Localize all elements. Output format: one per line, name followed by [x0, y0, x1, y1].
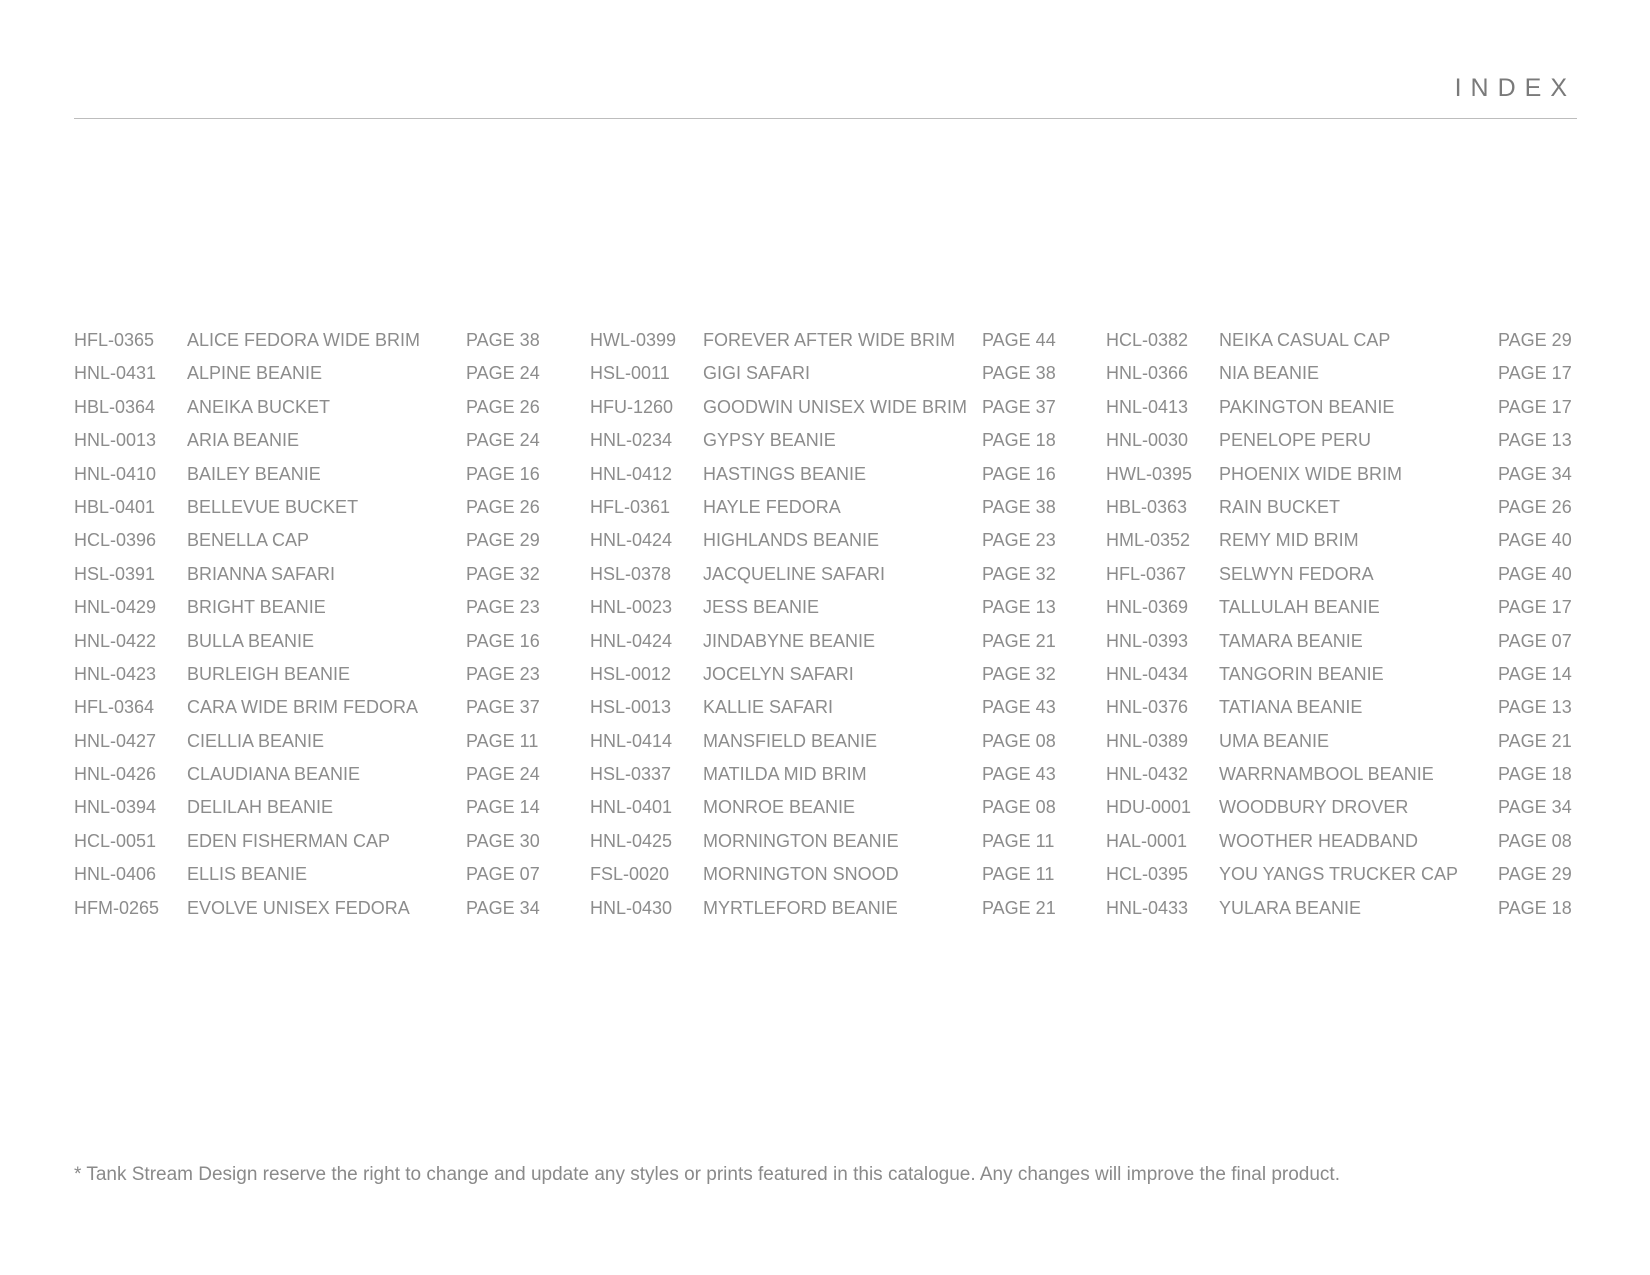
index-row	[74, 391, 564, 424]
product-name: PAKINGTON BEANIE	[1219, 396, 1395, 417]
index-table	[74, 324, 1584, 924]
product-code: HBL-0364	[74, 396, 156, 417]
product-code: HNL-0434	[1106, 663, 1189, 684]
page-reference: PAGE 24	[466, 764, 540, 785]
index-column-1	[74, 324, 564, 925]
product-code: HNL-0030	[1106, 430, 1189, 451]
product-name: CARA WIDE BRIM FEDORA	[187, 697, 419, 718]
index-row	[590, 357, 1080, 390]
index-row	[1106, 424, 1596, 457]
index-row	[1106, 858, 1596, 891]
product-name: EVOLVE UNISEX FEDORA	[187, 897, 410, 918]
page-reference: PAGE 38	[982, 363, 1056, 384]
product-code: HNL-0424	[590, 630, 673, 651]
index-row	[74, 791, 564, 824]
product-code: HBL-0401	[74, 496, 156, 517]
page-reference: PAGE 43	[982, 764, 1056, 785]
product-name: TAMARA BEANIE	[1219, 630, 1363, 651]
index-row	[1106, 558, 1596, 591]
page-reference: PAGE 32	[466, 563, 540, 584]
product-name: PHOENIX WIDE BRIM	[1219, 463, 1403, 484]
page-reference: PAGE 23	[466, 663, 540, 684]
product-name: CIELLIA BEANIE	[187, 730, 325, 751]
index-row	[74, 625, 564, 658]
index-row	[74, 658, 564, 691]
index-row	[74, 758, 564, 791]
index-row	[590, 491, 1080, 524]
page-reference: PAGE 26	[1498, 496, 1572, 517]
index-row	[1106, 458, 1596, 491]
page-reference: PAGE 11	[982, 864, 1055, 885]
product-code: FSL-0020	[590, 864, 670, 885]
product-code: HNL-0412	[590, 463, 673, 484]
product-name: TATIANA BEANIE	[1219, 697, 1363, 718]
index-row	[590, 458, 1080, 491]
page-reference: PAGE 29	[1498, 864, 1572, 885]
product-code: HFM-0265	[74, 897, 160, 918]
product-code: HSL-0378	[590, 563, 672, 584]
page-reference: PAGE 17	[1498, 597, 1572, 618]
product-name: JESS BEANIE	[703, 597, 820, 618]
product-name: HIGHLANDS BEANIE	[703, 530, 880, 551]
product-name: FOREVER AFTER WIDE BRIM	[703, 330, 956, 350]
product-code: HCL-0395	[1106, 864, 1189, 885]
product-name: PENELOPE PERU	[1219, 430, 1372, 451]
page-reference: PAGE 44	[982, 330, 1056, 350]
product-code: HNL-0013	[74, 430, 157, 451]
product-name: TANGORIN BEANIE	[1219, 663, 1384, 684]
index-row	[1106, 791, 1596, 824]
index-row	[74, 558, 564, 591]
product-code: HDU-0001	[1106, 797, 1192, 818]
product-name: UMA BEANIE	[1219, 730, 1330, 751]
index-row	[590, 625, 1080, 658]
product-code: HFL-0361	[590, 496, 671, 517]
product-code: HNL-0433	[1106, 897, 1189, 918]
product-name: BULLA BEANIE	[187, 630, 315, 651]
product-code: HNL-0426	[74, 764, 157, 785]
product-code: HNL-0429	[74, 597, 157, 618]
index-row	[74, 424, 564, 457]
index-row	[1106, 524, 1596, 557]
index-row	[74, 825, 564, 858]
product-code: HFL-0365	[74, 330, 155, 350]
page-reference: PAGE 40	[1498, 530, 1572, 551]
index-row	[590, 324, 1080, 357]
product-name: ELLIS BEANIE	[187, 864, 308, 885]
page-reference: PAGE 37	[466, 697, 540, 718]
index-row	[74, 357, 564, 390]
product-name: JOCELYN SAFARI	[703, 663, 854, 684]
page-reference: PAGE 17	[1498, 363, 1572, 384]
index-row	[74, 458, 564, 491]
index-row	[1106, 391, 1596, 424]
index-row	[590, 391, 1080, 424]
product-name: BURLEIGH BEANIE	[187, 663, 351, 684]
index-row	[74, 892, 564, 925]
page-reference: PAGE 17	[1498, 396, 1572, 417]
product-name: GIGI SAFARI	[703, 363, 811, 384]
product-code: HNL-0414	[590, 730, 673, 751]
page-reference: PAGE 26	[466, 496, 540, 517]
page-title: INDEX	[1454, 74, 1576, 102]
product-code: HNL-0389	[1106, 730, 1189, 751]
product-code: HNL-0431	[74, 363, 157, 384]
product-name: DELILAH BEANIE	[187, 797, 334, 818]
product-code: HNL-0023	[590, 597, 673, 618]
page-reference: PAGE 43	[982, 697, 1056, 718]
product-name: CLAUDIANA BEANIE	[187, 764, 361, 785]
product-name: MYRTLEFORD BEANIE	[703, 897, 898, 918]
index-row	[1106, 357, 1596, 390]
index-row	[590, 892, 1080, 925]
page-reference: PAGE 16	[982, 463, 1056, 484]
index-row	[1106, 324, 1596, 357]
product-code: HWL-0399	[590, 330, 677, 350]
page-reference: PAGE 37	[982, 396, 1056, 417]
page-reference: PAGE 34	[466, 897, 540, 918]
index-row	[1106, 658, 1596, 691]
product-name: JINDABYNE BEANIE	[703, 630, 876, 651]
product-name: MORNINGTON SNOOD	[703, 864, 899, 885]
index-row	[590, 758, 1080, 791]
page-reference: PAGE 13	[1498, 697, 1572, 718]
index-row	[74, 725, 564, 758]
product-code: HCL-0051	[74, 830, 157, 851]
product-name: BAILEY BEANIE	[187, 463, 321, 484]
index-row	[590, 524, 1080, 557]
index-row	[590, 725, 1080, 758]
product-code: HFL-0367	[1106, 563, 1187, 584]
product-code: HNL-0234	[590, 430, 673, 451]
page-reference: PAGE 13	[1498, 430, 1572, 451]
product-code: HBL-0363	[1106, 496, 1188, 517]
page-reference: PAGE 08	[982, 730, 1056, 751]
page-reference: PAGE 08	[1498, 830, 1572, 851]
index-row	[590, 424, 1080, 457]
page-reference: PAGE 38	[466, 330, 540, 350]
page-reference: PAGE 34	[1498, 797, 1572, 818]
index-row	[74, 491, 564, 524]
product-name: YOU YANGS TRUCKER CAP	[1219, 864, 1459, 885]
page-reference: PAGE 40	[1498, 563, 1572, 584]
page-reference: PAGE 16	[466, 463, 540, 484]
product-code: HSL-0012	[590, 663, 672, 684]
page-reference: PAGE 21	[982, 630, 1056, 651]
product-name: KALLIE SAFARI	[703, 697, 834, 718]
page-reference: PAGE 11	[982, 830, 1055, 851]
product-code: HNL-0423	[74, 663, 157, 684]
product-code: HNL-0432	[1106, 764, 1189, 785]
product-name: GYPSY BEANIE	[703, 430, 836, 451]
product-code: HSL-0391	[74, 563, 156, 584]
product-name: MONROE BEANIE	[703, 797, 856, 818]
page-reference: PAGE 08	[982, 797, 1056, 818]
product-name: MORNINGTON BEANIE	[703, 830, 899, 851]
index-row	[74, 691, 564, 724]
header-divider	[74, 118, 1577, 119]
product-code: HSL-0337	[590, 764, 672, 785]
index-row	[1106, 491, 1596, 524]
page-reference: PAGE 32	[982, 563, 1056, 584]
product-name: WARRNAMBOOL BEANIE	[1219, 764, 1434, 785]
product-name: MATILDA MID BRIM	[703, 764, 867, 785]
index-row	[590, 658, 1080, 691]
index-row	[1106, 892, 1596, 925]
page-reference: PAGE 18	[1498, 897, 1572, 918]
product-name: BELLEVUE BUCKET	[187, 496, 359, 517]
page-reference: PAGE 24	[466, 430, 540, 451]
page-reference: PAGE 18	[1498, 764, 1572, 785]
product-name: ANEIKA BUCKET	[187, 396, 331, 417]
product-name: BRIANNA SAFARI	[187, 563, 336, 584]
product-code: HCL-0396	[74, 530, 157, 551]
product-name: MANSFIELD BEANIE	[703, 730, 878, 751]
product-name: REMY MID BRIM	[1219, 530, 1359, 551]
product-name: WOOTHER HEADBAND	[1219, 830, 1419, 851]
product-code: HCL-0382	[1106, 330, 1189, 350]
page-reference: PAGE 38	[982, 496, 1056, 517]
index-column-2	[590, 324, 1080, 925]
index-row	[590, 825, 1080, 858]
disclaimer-footnote: * Tank Stream Design reserve the right to change and update any styles or prints featured in this catalogue. Any changes will improve the final product.	[74, 1164, 1340, 1185]
product-name: SELWYN FEDORA	[1219, 563, 1374, 584]
index-row	[590, 591, 1080, 624]
product-code: HNL-0366	[1106, 363, 1189, 384]
page-reference: PAGE 24	[466, 363, 540, 384]
page-reference: PAGE 07	[1498, 630, 1572, 651]
page-reference: PAGE 23	[982, 530, 1056, 551]
index-row	[590, 558, 1080, 591]
index-row	[1106, 725, 1596, 758]
product-code: HNL-0425	[590, 830, 673, 851]
page-reference: PAGE 26	[466, 396, 540, 417]
page-reference: PAGE 14	[1498, 663, 1572, 684]
index-row	[74, 324, 564, 357]
product-code: HML-0352	[1106, 530, 1191, 551]
page-reference: PAGE 23	[466, 597, 540, 618]
product-code: HNL-0430	[590, 897, 673, 918]
page-reference: PAGE 13	[982, 597, 1056, 618]
product-name: EDEN FISHERMAN CAP	[187, 830, 391, 851]
product-name: NIA BEANIE	[1219, 363, 1320, 384]
product-code: HAL-0001	[1106, 830, 1188, 851]
page-reference: PAGE 29	[1498, 330, 1572, 350]
index-row	[1106, 825, 1596, 858]
page-reference: PAGE 21	[982, 897, 1056, 918]
product-code: HNL-0422	[74, 630, 157, 651]
product-name: ALPINE BEANIE	[187, 363, 323, 384]
product-name: BENELLA CAP	[187, 530, 310, 551]
page-reference: PAGE 14	[466, 797, 540, 818]
product-code: HWL-0395	[1106, 463, 1193, 484]
page-reference: PAGE 32	[982, 663, 1056, 684]
index-row	[1106, 591, 1596, 624]
index-column-3	[1106, 324, 1596, 925]
product-name: WOODBURY DROVER	[1219, 797, 1409, 818]
page-reference: PAGE 29	[466, 530, 540, 551]
index-row	[74, 591, 564, 624]
product-name: HAYLE FEDORA	[703, 496, 841, 517]
product-code: HSL-0011	[590, 363, 670, 384]
product-code: HNL-0369	[1106, 597, 1189, 618]
product-code: HNL-0427	[74, 730, 157, 751]
product-code: HNL-0376	[1106, 697, 1189, 718]
index-row	[590, 858, 1080, 891]
index-row	[1106, 691, 1596, 724]
product-code: HNL-0410	[74, 463, 157, 484]
product-name: RAIN BUCKET	[1219, 496, 1341, 517]
product-code: HNL-0406	[74, 864, 157, 885]
product-name: JACQUELINE SAFARI	[703, 563, 886, 584]
product-name: TALLULAH BEANIE	[1219, 597, 1380, 618]
product-code: HNL-0413	[1106, 396, 1189, 417]
index-row	[1106, 758, 1596, 791]
index-row	[74, 524, 564, 557]
product-code: HNL-0401	[590, 797, 673, 818]
page-reference: PAGE 18	[982, 430, 1056, 451]
index-row	[590, 791, 1080, 824]
page-reference: PAGE 07	[466, 864, 540, 885]
product-code: HFL-0364	[74, 697, 155, 718]
page-reference: PAGE 30	[466, 830, 540, 851]
product-code: HNL-0394	[74, 797, 157, 818]
product-name: BRIGHT BEANIE	[187, 597, 326, 618]
page-reference: PAGE 34	[1498, 463, 1572, 484]
index-row	[74, 858, 564, 891]
product-name: HASTINGS BEANIE	[703, 463, 867, 484]
product-code: HFU-1260	[590, 396, 674, 417]
index-row	[1106, 625, 1596, 658]
product-name: ARIA BEANIE	[187, 430, 300, 451]
page-reference: PAGE 16	[466, 630, 540, 651]
product-name: ALICE FEDORA WIDE BRIM	[187, 330, 421, 350]
product-code: HNL-0393	[1106, 630, 1189, 651]
product-name: YULARA BEANIE	[1219, 897, 1362, 918]
product-name: NEIKA CASUAL CAP	[1219, 330, 1391, 350]
product-name: GOODWIN UNISEX WIDE BRIM	[703, 396, 968, 417]
page-reference: PAGE 21	[1498, 730, 1572, 751]
page-reference: PAGE 11	[466, 730, 539, 751]
product-code: HNL-0424	[590, 530, 673, 551]
product-code: HSL-0013	[590, 697, 672, 718]
index-row	[590, 691, 1080, 724]
